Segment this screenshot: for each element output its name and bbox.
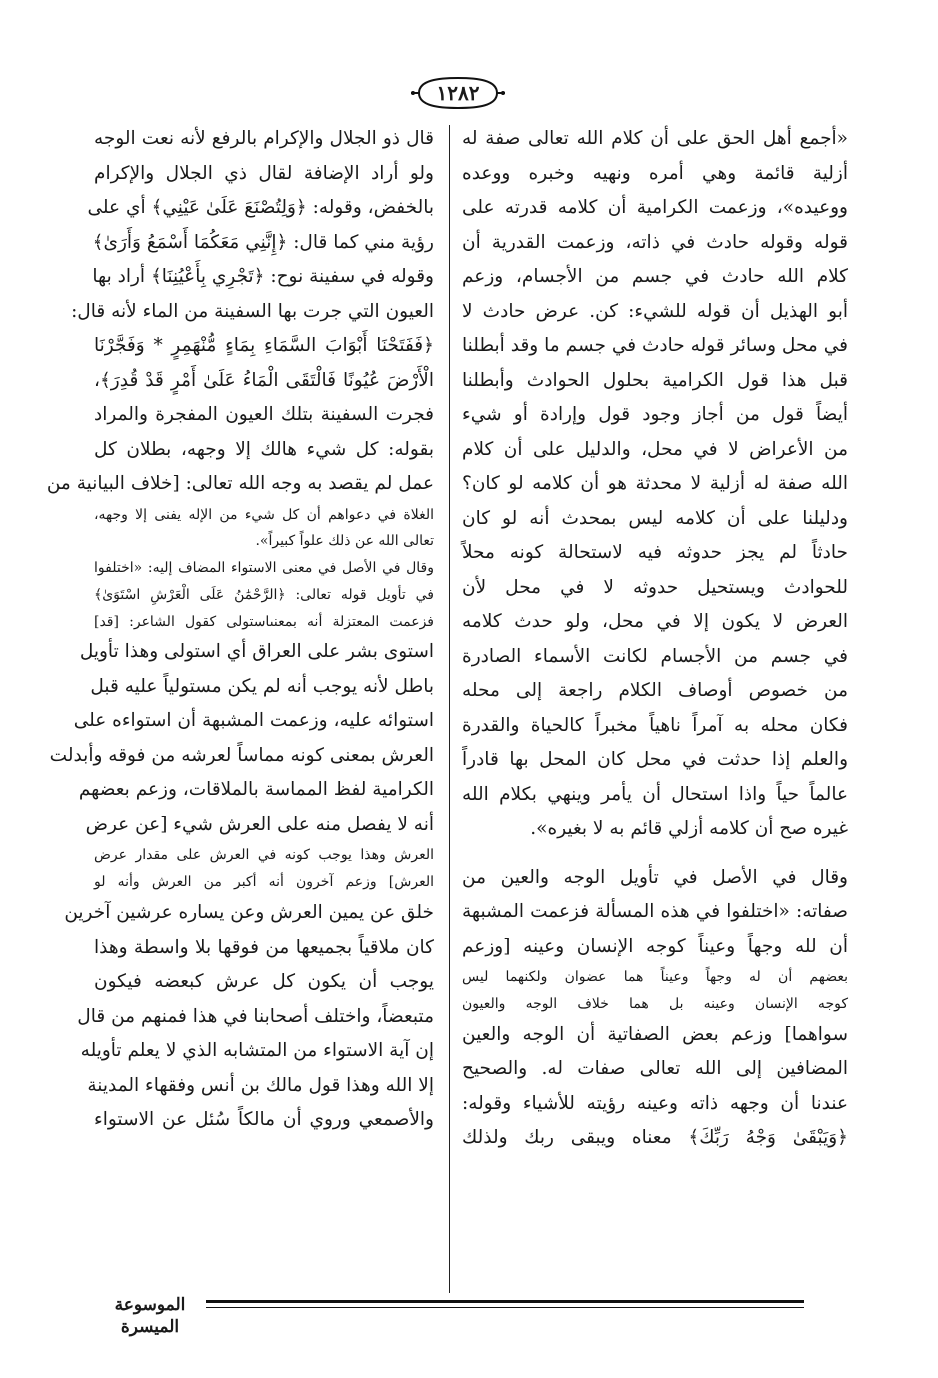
text-line: ووعيده»، وزعمت الكرامية أن كلامه قدرته على (462, 197, 848, 218)
text-line: إن آية الاستواء من المتشابه الذي لا يعلم تأويله (80, 1040, 434, 1062)
text-line: بالخفض، وقوله: ﴿وَلِتُصْنَعَ عَلَىٰ عَيْنِي﴾ أي على (87, 197, 434, 218)
text-line: كلام الله حادث في جسم من الأجسام، وزعم (462, 266, 848, 287)
text-line: حادثاً لم يجز حدوثه فيه لاستحالة كونه محلاً (462, 542, 848, 563)
text-line: خلق عن يمين العرش وعن يساره عرشين آخرين (64, 902, 434, 924)
text-line: للحوادث ويستحيل حدوثه لا في محل لأن (462, 576, 848, 598)
text-line: العرش بمعنى كونه مماساً لعرشه من فوقه وأبدلت (49, 744, 434, 766)
text-line: أن لله وجهاً وعيناً كوجه الإنسان وعينه [وزعم (462, 935, 848, 957)
text-line: فجرت السفينة بتلك العيون المفجرة والمراد (94, 404, 434, 425)
page-number: ١٢٨٢ (436, 81, 480, 105)
text-line: ﴿وَيَبْقَىٰ وَجْهُ رَبِّكَ﴾ معناه ويبقى ربك ولذلك (462, 1127, 848, 1149)
text-line: قال ذو الجلال والإكرام بالرفع لأنه نعت الوجه (94, 128, 434, 149)
text-line: والعلم إذا حدثت في محل كان المحل بها قادراً (462, 749, 848, 770)
small-line: وقال في الأصل في معنى الاستواء المضاف إليه: «اختلفوا (94, 560, 434, 577)
text-line: كان ملاقياً بجميعها من فوقها بلا واسطة وهذا (94, 936, 434, 958)
left-column (46, 122, 434, 1138)
text-line: «أجمع أهل الحق على أن كلام الله تعالى صفة له (462, 128, 848, 149)
text-line: أيضاً قول من أجاز وجود قول وإرادة أو شيء (462, 404, 848, 425)
footer-title: الموسوعة الميسرة (94, 1294, 206, 1338)
text-line: سواهما] وزعم بعض الصفاتية أن الوجه والعين (462, 1023, 848, 1045)
text-line: العرض لا يكون إلا في محل، ولو حدث كلامه (462, 611, 848, 632)
bracket-line: بعضهم أن له وجهاً وعيناً هما عضوان ولكنهما ليس (462, 969, 848, 985)
text-line: قبل هذا قول الكرامية بحلول الحوادث وأبطلنا (462, 369, 848, 391)
bracket-line: كوجه الإنسان وعينه بل هما خلاف الوجه والعيون (462, 995, 848, 1012)
text-line: في جسم من الأجسام لكانت الأسماء الصادرة (462, 645, 848, 667)
small-line: فزعمت المعتزلة أنه بمعنىاستولى كقول الشاعر: [قد] (94, 613, 434, 630)
text-line: بقوله: كل شيء هالك إلا وجهه، بطلان كل (94, 438, 434, 460)
text-line: أبو الهذيل أن قوله للشيء: كن. عرض حادث لا (462, 300, 848, 322)
text-line: أنه لا يفصل منه على العرش شيء [عن عرض (85, 813, 434, 835)
text-line: ﴿فَفَتَحْنَا أَبْوَابَ السَّمَاءِ بِمَاءٍ مُّنْهَمِرٍ * وَفَجَّرْنَا (94, 335, 434, 356)
text-line: قوله وقوله حادث في ذاته، وزعمت القدرية أن (462, 231, 848, 253)
text-line: الكرامية لفظ المماسة بالملاقات، وزعم بعضهم (78, 779, 434, 801)
text-line: وقال في الأصل في تأويل الوجه والعين من (462, 866, 848, 888)
text-line: رؤية مني كما قال: ﴿إِنَّنِي مَعَكُمَا أَسْمَعُ وَأَرَىٰ﴾ (92, 231, 434, 253)
text-line: أزلية قائمة وهي أمره ونهيه وخبره ووعده (462, 162, 848, 184)
text-line: باطل لأنه يوجب أنه لم يكن مستولياً عليه قبل (90, 675, 434, 697)
text-line: ودليلنا على أن كلامه ليس بمحدث أنه لو كان (462, 507, 848, 529)
small-line: العرش] وزعم آخرون أنه أكبر من العرش وأنه لو (94, 874, 434, 891)
text-line: المضافين إلى الله تعالى صفات له. والصحيح (462, 1058, 848, 1080)
column-divider (449, 125, 450, 1293)
text-line: عمل لم يقصد به وجه الله تعالى: [خلاف البيانية من (46, 473, 434, 494)
text-line: عالماً حياً واذا استحال أن يأمر وينهي بكلام الله (462, 783, 848, 805)
small-line: تعالى الله عن ذلك علواً كبيراً». (255, 533, 434, 550)
text-line: استوائه عليه، وزعمت المشبهة أن استواءه على (73, 710, 434, 732)
text-line: من خصوص أوصاف الكلام راجعة إلى محله (462, 680, 848, 701)
small-line: في تأويل قوله تعالى: ﴿الرَّحْمَٰنُ عَلَى الْعَرْشِ اسْتَوَىٰ﴾ (94, 586, 434, 603)
text-line: غيره صح أن كلامه أزلي قائم به لا بغيره». (530, 818, 848, 839)
text-line: عندنا أن وجهه ذاته وعينه رؤيته للأشياء وقوله: (462, 1092, 848, 1114)
text-line: إلا الله وهذا قول مالك بن أنس وفقهاء المدينة (87, 1074, 434, 1096)
text-line: يوجب أن يكون كل عرش كبعضه فيكون (94, 971, 434, 993)
text-line: متبعضاً، واختلف أصحابنا في هذا فمنهم من قال (77, 1005, 434, 1027)
text-line: ولو أراد الإضافة لقال ذي الجلال والإكرام (94, 162, 434, 184)
text-line: فكان محله به آمراً ناهياً مخبراً كالحياة والقدرة (462, 714, 848, 736)
text-line: وقوله في سفينة نوح: ﴿تَجْرِي بِأَعْيُنِنَا﴾ أراد بها (92, 266, 434, 287)
text-line: صفاته: «اختلفوا في هذه المسألة فزعمت المشبهة (462, 901, 848, 922)
page-number-frame (409, 74, 507, 112)
text-line: والأصمعي وروي أن مالكاً سُئل عن الاستواء (94, 1109, 434, 1131)
text-line: العيون التي جرت بها السفينة من الماء لأنه قال: (71, 300, 434, 322)
text-line: الْأَرْضَ عُيُونًا فَالْتَقَى الْمَاءُ عَلَىٰ أَمْرٍ قَدْ قُدِرَ﴾، (94, 369, 434, 391)
small-line: العرش وهذا يوجب كونه في العرش على مقدار عرض (94, 847, 434, 864)
right-column (462, 122, 848, 1156)
text-line: في محل وسائر قوله حادث في جسم ما وقد أبطلنا (462, 335, 848, 356)
text-line: استوى بشر على العراق أي استولى وهذا تأويل (79, 641, 434, 663)
text-line: الله صفة له أزلية لا محدثة هو أن كلامه لو كان؟ (462, 473, 848, 494)
text-line: من الأعراض لا في محل، والدليل على أن كلام (462, 438, 848, 460)
small-line: الغلاة في دعواهم أن كل شيء من الإله يفنى إلا وجهه، (94, 506, 434, 523)
